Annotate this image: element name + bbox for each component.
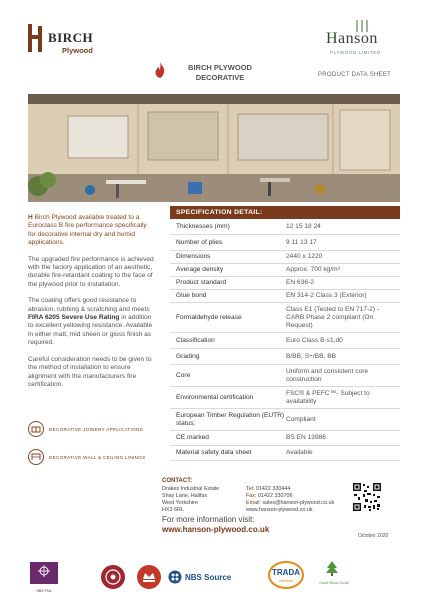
spec-key: Formaldehyde release bbox=[176, 313, 242, 321]
joinery-icon bbox=[28, 421, 44, 437]
document-date: October 2020 bbox=[358, 533, 389, 539]
tel-label: Tel: bbox=[246, 486, 255, 492]
table-row bbox=[170, 251, 400, 264]
nbs-plus-icon bbox=[30, 562, 58, 584]
document-title bbox=[180, 63, 260, 83]
address-line: Drakes Industrial Estate bbox=[162, 486, 220, 492]
spec-key: Material safety data sheet bbox=[176, 449, 252, 456]
table-row bbox=[170, 365, 400, 387]
trada-badge bbox=[268, 560, 304, 590]
trada-sub-label: member bbox=[278, 578, 294, 583]
trada-label: TRADA bbox=[272, 568, 300, 577]
birch-h-mark-icon bbox=[26, 22, 46, 54]
application-label: DECORATIVE WALL & CEILING LININGS bbox=[49, 454, 146, 460]
intro-paragraph bbox=[28, 214, 154, 248]
spec-value: EN 314-2 Class 3 (Exterior) bbox=[286, 292, 367, 299]
wall-ceiling-icon bbox=[28, 449, 44, 465]
nbs-source-badge bbox=[168, 570, 238, 584]
spec-key: Core bbox=[176, 371, 191, 379]
spec-key: Thicknesses (mm) bbox=[176, 222, 230, 230]
spec-value: Approx. 700 kg/m³ bbox=[286, 266, 340, 273]
good-wood-badge bbox=[310, 560, 358, 590]
hanson-sub-wordmark: PLYWOOD LIMITED bbox=[330, 50, 381, 55]
table-row bbox=[170, 409, 400, 431]
contact-block bbox=[162, 478, 362, 513]
spec-value: Euro Class B-s1,d0 bbox=[286, 336, 343, 344]
table-row bbox=[170, 303, 400, 333]
spec-key: Environmental certification bbox=[176, 393, 254, 401]
spec-key: Dimensions bbox=[176, 253, 211, 260]
tree-icon bbox=[324, 560, 340, 576]
applications-list bbox=[28, 420, 168, 476]
website-link[interactable]: www.hanson-plywood.co.uk bbox=[162, 525, 270, 534]
email-link[interactable]: sales@hanson-plywood.co.uk bbox=[262, 500, 335, 506]
spec-value: Compliant bbox=[286, 415, 316, 423]
spec-key: Glue bond bbox=[176, 292, 207, 299]
nbs-source-label: NBS Source bbox=[185, 572, 232, 582]
spec-value: Uniform and consistent core construction bbox=[286, 367, 369, 383]
fira-rating-text: FIRA 6205 Severe Use Rating bbox=[28, 314, 120, 322]
table-row bbox=[170, 290, 400, 303]
nbs-source-icon bbox=[168, 570, 182, 584]
address-line: Shay Lane, Halifax bbox=[162, 493, 208, 499]
address-line: West Yorkshire bbox=[162, 500, 198, 506]
application-item bbox=[28, 420, 168, 438]
birch-wordmark: BIRCH bbox=[48, 30, 94, 45]
tel-number[interactable]: 01422 330444 bbox=[255, 486, 291, 492]
nbs-plus-label: NBS Plus bbox=[36, 589, 52, 593]
email-label: Email: bbox=[246, 500, 261, 506]
interior-photo bbox=[28, 94, 400, 202]
hanson-wordmark: Hanson bbox=[326, 30, 378, 47]
table-row bbox=[170, 277, 400, 290]
spec-value: Class E1 (Tested to EN 717-2) - CARB Phase 2 compliant (On Request) bbox=[286, 305, 380, 329]
spec-value: 2440 x 1220 bbox=[286, 253, 323, 260]
spec-key: Classification bbox=[176, 336, 215, 344]
spec-key: European Timber Regulation (EUTR) status: bbox=[176, 411, 285, 427]
birch-plywood-logo bbox=[26, 22, 106, 62]
spec-value: Available bbox=[286, 449, 313, 456]
table-row bbox=[170, 387, 400, 409]
qr-code-icon[interactable] bbox=[352, 482, 382, 512]
spec-key: Grading bbox=[176, 352, 200, 360]
nbs-plus-badge bbox=[30, 562, 58, 593]
fire-flame-icon bbox=[154, 62, 166, 78]
installation-paragraph: Careful consideration needs to be given to the method of installation to ensure alignment with the manufacturers fire certification. bbox=[28, 355, 152, 388]
table-row bbox=[170, 431, 400, 446]
fax-number: 01422 330706 bbox=[257, 493, 293, 499]
table-row bbox=[170, 333, 400, 349]
description-column bbox=[28, 214, 154, 397]
specification-heading: SPECIFICATION DETAIL: bbox=[170, 206, 400, 219]
intro-brand-mark: H bbox=[28, 214, 33, 221]
spec-value: FSC® & PEFC™- Subject to availability bbox=[286, 389, 370, 405]
website-small-link[interactable]: www.hanson-plywood.co.uk bbox=[246, 507, 313, 513]
hanson-plywood-logo bbox=[318, 20, 408, 56]
birch-sub-wordmark: Plywood bbox=[62, 46, 93, 55]
application-item bbox=[28, 448, 168, 466]
coating-text-c: in addition to excellent yellowing resistance. Available in either matt, mid sheen or gloss finish as required. bbox=[28, 314, 153, 347]
spec-key: Number of plies bbox=[176, 238, 223, 246]
coating-text-a: The coating offers good resistance to abrasion, rubbing & scratching and meets bbox=[28, 297, 150, 313]
table-row bbox=[170, 235, 400, 251]
fax-label: Fax: bbox=[246, 493, 257, 499]
specification-table bbox=[170, 206, 400, 461]
table-row bbox=[170, 446, 400, 461]
royal-crest-icon bbox=[136, 564, 162, 590]
spec-value: 9 11 13 17 bbox=[286, 238, 317, 246]
accreditation-badges bbox=[0, 554, 425, 600]
document-type-label: PRODUCT DATA SHEET bbox=[318, 72, 392, 78]
coating-paragraph bbox=[28, 297, 154, 347]
title-line-1: BIRCH PLYWOOD bbox=[188, 63, 252, 72]
table-row bbox=[170, 264, 400, 277]
more-info-text: For more information visit: bbox=[162, 515, 255, 524]
fire-performance-paragraph: The upgraded fire performance is achieved with the factory application of an aesthetic, durable fire-retardant coating to the face of the plywood prior to installation. bbox=[28, 255, 154, 288]
contact-label: CONTACT: bbox=[162, 478, 193, 484]
contact-address bbox=[162, 486, 219, 514]
interior-photo-illustration bbox=[28, 94, 400, 202]
application-label: DECORATIVE JOINERY APPLICATIONS bbox=[49, 426, 143, 432]
spec-value: EN 636-2 bbox=[286, 279, 314, 286]
header bbox=[0, 0, 425, 92]
spec-value: B/BB, S+/BB, BB bbox=[286, 352, 337, 360]
spec-key: Average density bbox=[176, 266, 224, 273]
spec-key: CE marked bbox=[176, 434, 209, 441]
table-row bbox=[170, 349, 400, 365]
spec-value: BS EN 13986 bbox=[286, 434, 326, 441]
good-wood-label: Good Wood Guide bbox=[319, 581, 349, 585]
spec-key: Product standard bbox=[176, 279, 227, 286]
address-line: HX3 6RL bbox=[162, 507, 184, 513]
spec-value: 12 15 18 24 bbox=[286, 222, 321, 230]
table-row bbox=[170, 219, 400, 235]
crest-badge-icon bbox=[100, 564, 126, 590]
title-line-2: DECORATIVE bbox=[195, 73, 245, 82]
intro-text: Birch Plywood available treated to a Euroclass B fire performance specifically for decorative internal dry and humid applications. bbox=[28, 214, 147, 247]
